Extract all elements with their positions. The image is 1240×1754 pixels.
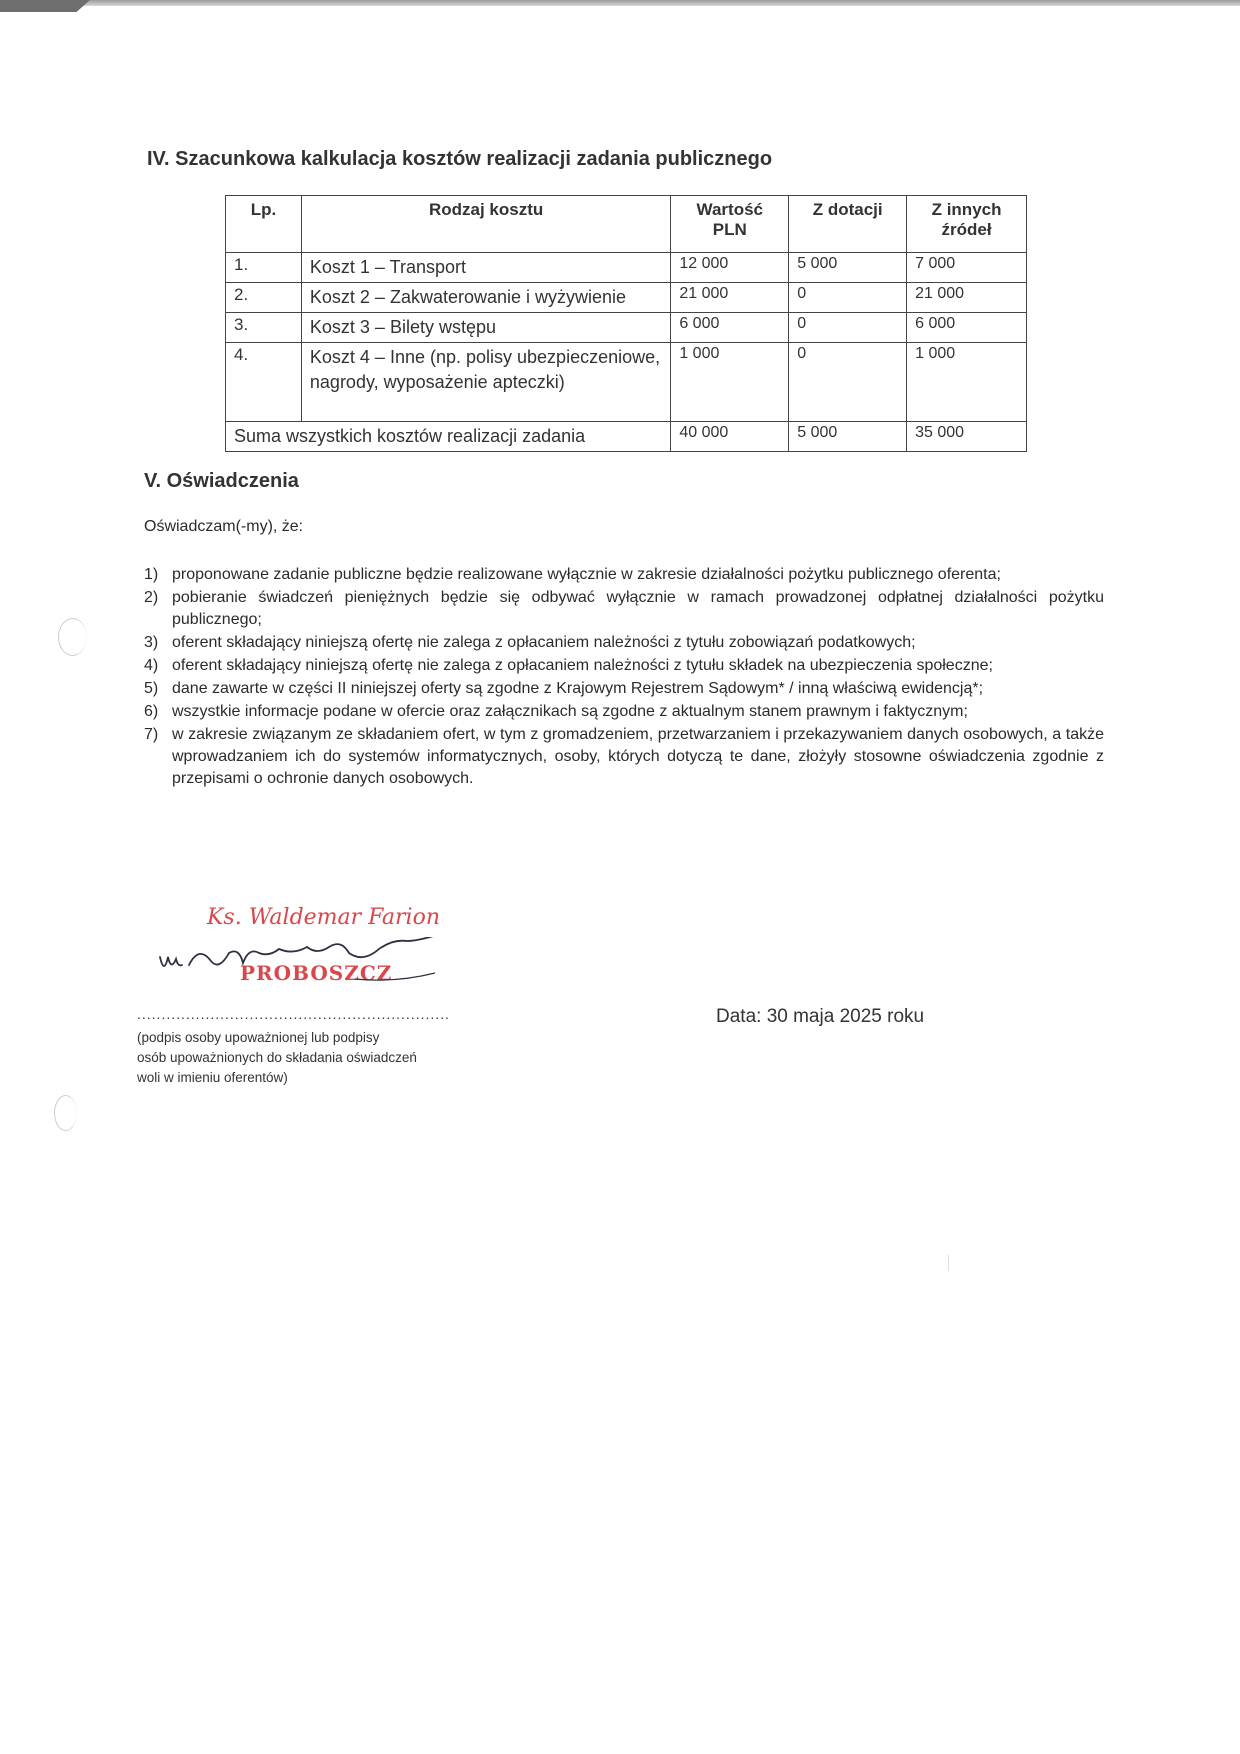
row-cost-name: Koszt 2 – Zakwaterowanie i wyżywienie — [301, 283, 670, 313]
list-item — [144, 724, 1104, 790]
signature-line: ................................................................ — [137, 1006, 450, 1022]
section-5-title: V. Oświadczenia — [144, 470, 299, 492]
document-date: Data: 30 maja 2025 roku — [716, 1006, 925, 1027]
signature-caption — [137, 1028, 417, 1088]
row-lp: 3. — [226, 313, 302, 343]
punch-hole-mark — [54, 1095, 77, 1131]
header-value-l2: PLN — [712, 220, 747, 239]
item-text: proponowane zadanie publiczne będzie realizowane wyłącznie w zakresie działalności pożytku publicznego oferenta; — [172, 566, 1001, 583]
item-text: oferent składający niniejszą ofertę nie zalega z opłacaniem należności z tytułu zobowiązań podatkowych; — [172, 634, 916, 651]
cost-table — [225, 195, 1027, 452]
sum-grant: 5 000 — [789, 422, 907, 452]
sum-value: 40 000 — [671, 422, 789, 452]
row-grant: 0 — [789, 313, 907, 343]
table-header-row — [226, 196, 1027, 253]
signature-stamp — [135, 905, 495, 985]
caption-line-3: woli w imieniu oferentów) — [137, 1070, 288, 1085]
caption-line-2: osób upoważnionych do składania oświadczeń — [137, 1050, 417, 1065]
sum-other: 35 000 — [907, 422, 1027, 452]
item-text: pobieranie świadczeń pieniężnych będzie się odbywać wyłącznie w ramach prowadzonej odpłatnej działalności pożytku publicznego; — [172, 589, 1104, 628]
header-value — [671, 196, 789, 253]
row-value: 1 000 — [671, 343, 789, 422]
item-text: dane zawarte w części II niniejszej oferty są zgodne z Krajowym Rejestrem Sądowym* / inną właściwą ewidencją*; — [172, 680, 984, 697]
header-other-l2: źródeł — [941, 220, 992, 239]
scan-corner-shadow — [0, 0, 90, 12]
row-value: 12 000 — [671, 253, 789, 283]
item-number: 5) — [144, 680, 159, 697]
header-value-l1: Wartość — [696, 200, 763, 219]
row-lp: 1. — [226, 253, 302, 283]
header-other — [907, 196, 1027, 253]
item-number: 3) — [144, 634, 159, 651]
header-lp: Lp. — [226, 196, 302, 253]
table-row — [226, 313, 1027, 343]
row-cost-name: Koszt 4 – Inne (np. polisy ubezpieczeniowe, nagrody, wyposażenie apteczki) — [301, 343, 670, 422]
caption-line-1: (podpis osoby upoważnionej lub podpisy — [137, 1030, 380, 1045]
row-lp: 4. — [226, 343, 302, 422]
item-number: 1) — [144, 566, 159, 583]
list-item — [144, 701, 1104, 723]
declaration-list — [144, 564, 1104, 791]
sum-label: Suma wszystkich kosztów realizacji zadania — [226, 422, 671, 452]
list-item — [144, 564, 1104, 586]
item-text: wszystkie informacje podane w ofercie oraz załącznikach są zgodne z aktualnym stanem prawnym i faktycznym; — [172, 703, 968, 720]
row-lp: 2. — [226, 283, 302, 313]
scan-artifact — [948, 1255, 949, 1271]
row-cost-name: Koszt 1 – Transport — [301, 253, 670, 283]
row-other: 1 000 — [907, 343, 1027, 422]
row-other: 7 000 — [907, 253, 1027, 283]
list-item — [144, 678, 1104, 700]
item-number: 6) — [144, 703, 159, 720]
stamp-role: PROBOSZCZ — [240, 961, 393, 985]
scan-edge-shadow — [0, 0, 1240, 6]
stamp-name: Ks. Waldemar Farion — [207, 905, 441, 930]
declaration-intro: Oświadczam(-my), że: — [144, 518, 304, 535]
table-row — [226, 253, 1027, 283]
row-grant: 0 — [789, 343, 907, 422]
item-number: 4) — [144, 657, 159, 674]
list-item — [144, 632, 1104, 654]
row-other: 21 000 — [907, 283, 1027, 313]
header-cost-type: Rodzaj kosztu — [301, 196, 670, 253]
table-row — [226, 343, 1027, 422]
table-sum-row — [226, 422, 1027, 452]
punch-hole-mark — [58, 618, 87, 656]
row-grant: 5 000 — [789, 253, 907, 283]
handwritten-signature — [155, 937, 475, 987]
item-text: oferent składający niniejszą ofertę nie zalega z opłacaniem należności z tytułu składek na ubezpieczenia społeczne; — [172, 657, 993, 674]
item-text: w zakresie związanym ze składaniem ofert, w tym z gromadzeniem, przetwarzaniem i przekazywaniem danych osobowych, a także wprowadzaniem ich do systemów informatycznych, osoby, których dotyczą te dane, złożyły stosowne oświadczenia zgodnie z przepisami o ochronie danych osobowych. — [172, 726, 1104, 787]
header-other-l1: Z innych — [931, 200, 1002, 219]
row-cost-name: Koszt 3 – Bilety wstępu — [301, 313, 670, 343]
row-value: 21 000 — [671, 283, 789, 313]
item-number: 7) — [144, 726, 159, 743]
row-value: 6 000 — [671, 313, 789, 343]
section-4-title: IV. Szacunkowa kalkulacja kosztów realizacji zadania publicznego — [147, 148, 773, 170]
table-row — [226, 283, 1027, 313]
row-grant: 0 — [789, 283, 907, 313]
header-grant: Z dotacji — [789, 196, 907, 253]
list-item — [144, 587, 1104, 631]
row-other: 6 000 — [907, 313, 1027, 343]
item-number: 2) — [144, 589, 159, 606]
list-item — [144, 655, 1104, 677]
